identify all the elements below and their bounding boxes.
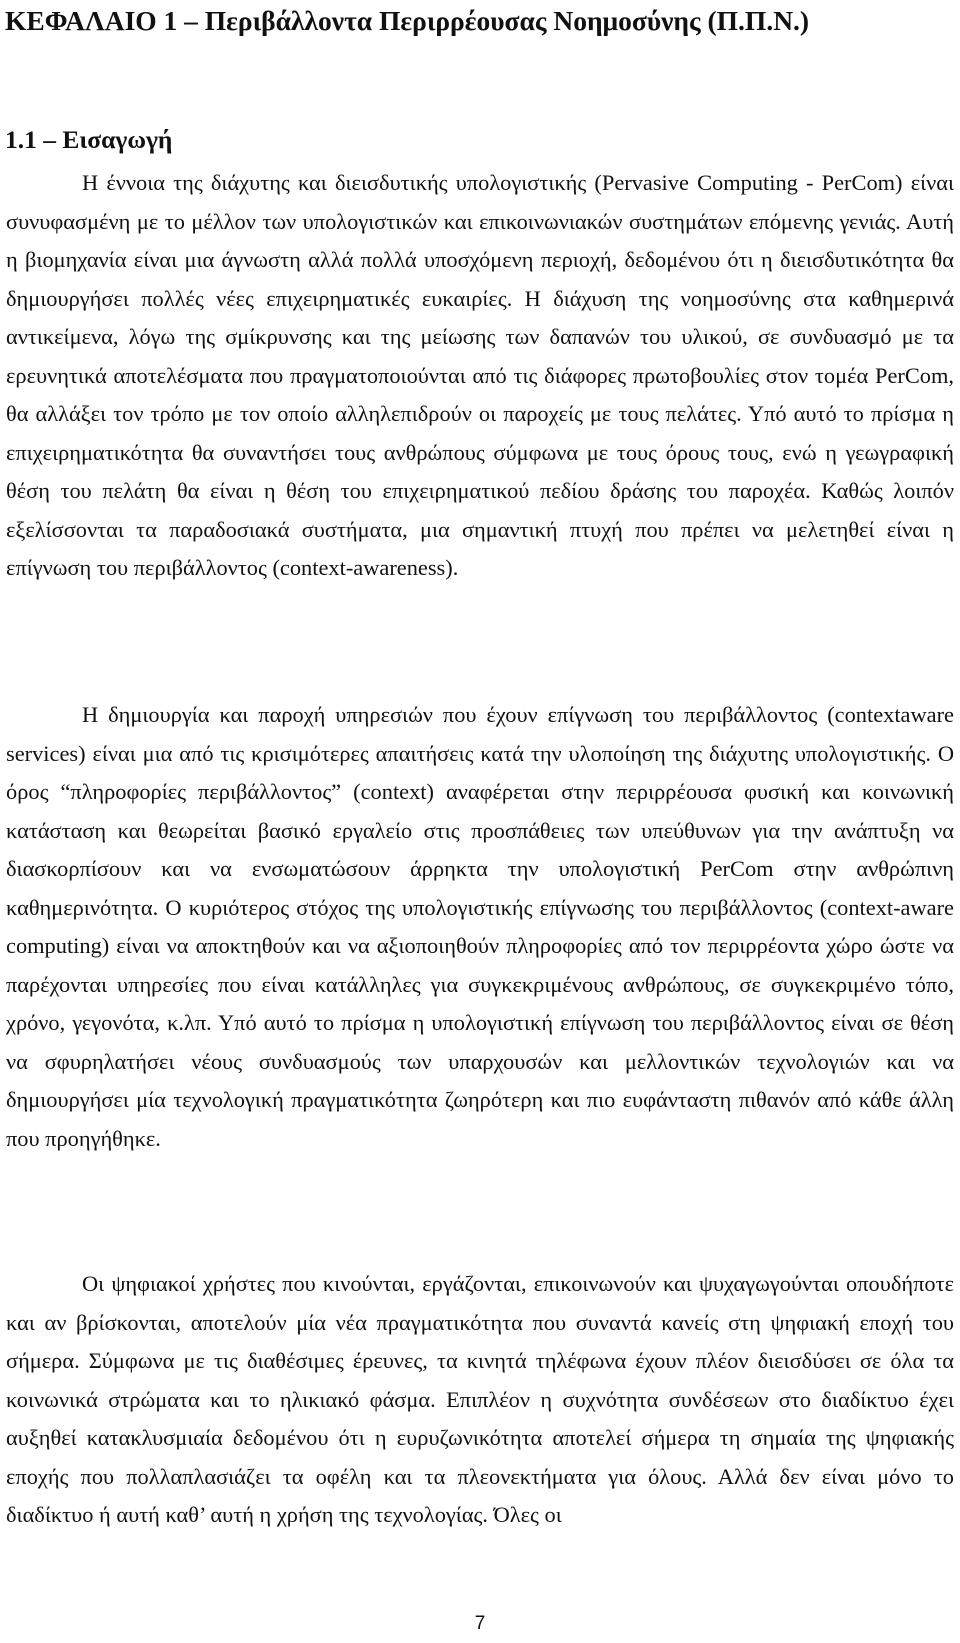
paragraph-1: Η έννοια της διάχυτης και διεισδυτικής υπολογιστικής (Pervasive Computing - PerCom) είναι συνυφασμένη με το μέλλον των υπολογιστικών και επικοινωνιακών συστημάτων επόμενης γενιάς. Αυτή η βιομηχανία είναι μια άγνωστη αλλά πολλά υποσχόμενη περιοχή, δεδομένου ότι η διεισδυτικότητα θα δημιουργήσει πολλές νέες επιχειρηματικές ευκαιρίες. Η διάχυση της νοημοσύνης στα καθημερινά αντικείμενα, λόγω της σμίκρυνσης και της μείωσης των δαπανών του υλικού, σε συνδυασμό με τα ερευνητικά αποτελέσματα που πραγματοποιούνται από τις διάφορες πρωτοβουλίες στον τομέα PerCom, θα αλλάξει τον τρόπο με τον οποίο αλληλεπιδρούν οι παροχείς με τους πελάτες. Υπό αυτό το πρίσμα η επιχειρηματικότητα θα συναντήσει τους ανθρώπους σύμφωνα με τους όρους τους, ενώ η γεωγραφική θέση του πελάτη θα είναι η θέση του επιχειρηματικού πεδίου δράσης του παροχέα. Καθώς λοιπόν εξελίσσονται τα παραδοσιακά συστήματα, μια σημαντική πτυχή που πρέπει να μελετηθεί είναι η επίγνωση του περιβάλλοντος (context-awareness). (6, 170, 954, 580)
paragraph-2: Η δημιουργία και παροχή υπηρεσιών που έχουν επίγνωση του περιβάλλοντος (contextaware services) είναι μια από τις κρισιμότερες απαιτήσεις κατά την υλοποίηση της διάχυτης υπολογιστικής. Ο όρος “πληροφορίες περιβάλλοντος” (context) αναφέρεται στην περιρρέουσα φυσική και κοινωνική κατάσταση και θεωρείται βασικό εργαλείο στις προσπάθειες των υπεύθυνων για την ανάπτυξη να διασκορπίσουν και να ενσωματώσουν άρρηκτα την υπολογιστική PerCom στην ανθρώπινη καθημερινότητα. Ο κυριότερος στόχος της υπολογιστικής επίγνωσης του περιβάλλοντος (context-aware computing) είναι να αποκτηθούν και να αξιοποιηθούν πληροφορίες από τον περιρρέοντα χώρο ώστε να παρέχονται υπηρεσίες που είναι κατάλληλες για συγκεκριμένους ανθρώπους, σε συγκεκριμένο τόπο, χρόνο, γεγονότα, κ.λπ. Υπό αυτό το πρίσμα η υπολογιστική επίγνωση του περιβάλλοντος είναι σε θέση να σφυρηλατήσει νέους συνδυασμούς των υπαρχουσών και μελλοντικών τεχνολογιών και να δημιουργήσει μία τεχνολογική πραγματικότητα ζωηρότερη και πιο ευφάνταστη πιθανόν από κάθε άλλη που προηγήθηκε. (6, 702, 954, 1151)
chapter-title: ΚΕΦΑΛΑΙΟ 1 – Περιβάλλοντα Περιρρέουσας Νοημοσύνης (Π.Π.Ν.) (5, 5, 810, 36)
paragraph-3: Οι ψηφιακοί χρήστες που κινούνται, εργάζονται, επικοινωνούν και ψυχαγωγούνται οπουδήποτε και αν βρίσκονται, αποτελούν μία νέα πραγματικότητα που συναντά κανείς στη ψηφιακή εποχή του σήμερα. Σύμφωνα με τις διαθέσιμες έρευνες, τα κινητά τηλέφωνα έχουν πλέον διεισδύσει σε όλα τα κοινωνικά στρώματα και το ηλικιακό φάσμα. Επιπλέον η συχνότητα συνδέσεων στο διαδίκτυο έχει αυξηθεί κατακλυσμιαία δεδομένου ότι η ευρυζωνικότητα αποτελεί σήμερα τη σημαία της ψηφιακής εποχής που πολλαπλασιάζει τα οφέλη και τα πλεονεκτήματα για όλους. Αλλά δεν είναι μόνο το διαδίκτυο ή αυτή καθ’ αυτή η χρήση της τεχνολογίας. Όλες οι (6, 1271, 954, 1527)
section-title: 1.1 – Εισαγωγή (5, 125, 173, 154)
page-number: 7 (474, 1613, 486, 1634)
